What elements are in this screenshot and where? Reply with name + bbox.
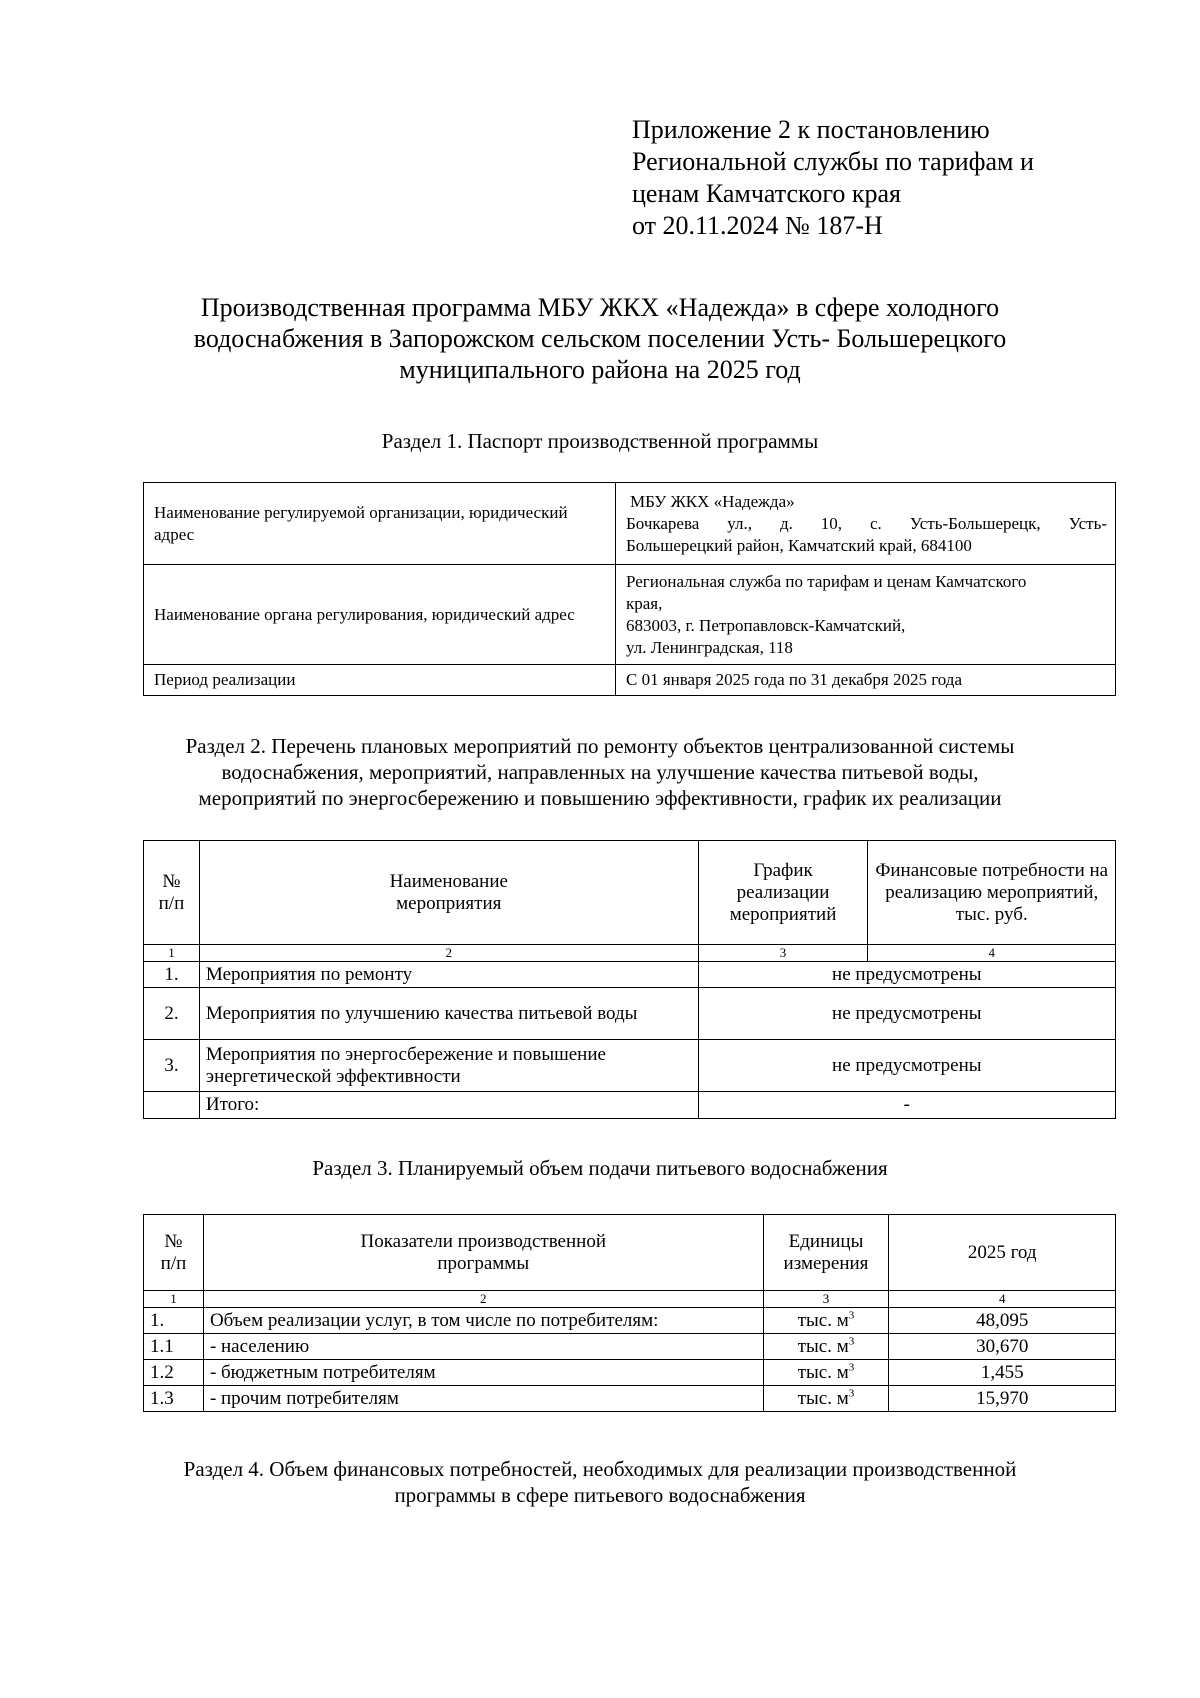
table-row xyxy=(144,1386,1116,1412)
row-unit xyxy=(763,1386,889,1412)
row-unit xyxy=(763,1308,889,1334)
row-name: Мероприятия по улучшению качества питьевой воды xyxy=(199,988,698,1040)
passport-value-line: края, xyxy=(626,593,663,613)
row-num: 1.2 xyxy=(144,1360,204,1386)
passport-value-line: С 01 января 2025 года по 31 декабря 2025 года xyxy=(626,670,962,689)
row-value: не предусмотрены xyxy=(698,988,1115,1040)
table-row xyxy=(144,1360,1116,1386)
col-index: 2 xyxy=(199,945,698,962)
volume-header-row xyxy=(144,1215,1116,1291)
title-line: муниципального района на 2025 год xyxy=(399,355,801,384)
passport-value-line: Большерецкий район, Камчатский край, 684100 xyxy=(626,535,972,555)
section2-heading-line: Раздел 2. Перечень плановых мероприятий по ремонту объектов централизованной системы xyxy=(185,734,1015,758)
row-num: 3. xyxy=(144,1040,200,1092)
header-schedule: График реализации мероприятий xyxy=(698,841,868,945)
unit-sup: 3 xyxy=(848,1309,855,1322)
unit-text: тыс. м xyxy=(797,1335,849,1357)
row-num: 2. xyxy=(144,988,200,1040)
section3-heading xyxy=(130,1155,1070,1181)
document-title xyxy=(140,292,1060,385)
total-row xyxy=(144,1092,1116,1119)
events-table xyxy=(143,840,1116,1119)
appendix-line: Приложение 2 к постановлению xyxy=(632,115,990,144)
passport-label: Период реализации xyxy=(144,665,616,696)
title-line: Производственная программа МБУ ЖКХ «Надежда» в сфере холодного xyxy=(200,293,1000,322)
column-index-row xyxy=(144,945,1116,962)
row-name: Мероприятия по энергосбережение и повышение энергетической эффективности xyxy=(199,1040,698,1092)
row-value: не предусмотрены xyxy=(698,962,1115,988)
header-finance: Финансовые потребности на реализацию мероприятий, тыс. руб. xyxy=(868,841,1116,945)
unit-text: тыс. м xyxy=(797,1361,849,1383)
section4-heading-line: программы в сфере питьевого водоснабжения xyxy=(394,1483,806,1507)
section1-heading xyxy=(130,428,1070,454)
row-unit xyxy=(763,1334,889,1360)
row-num xyxy=(144,1092,200,1119)
passport-value-line: МБУ ЖКХ «Надежда» xyxy=(630,491,795,511)
header-name: Наименование мероприятия xyxy=(199,841,698,945)
passport-row xyxy=(144,665,1116,696)
header-num: № п/п xyxy=(144,1215,204,1291)
row-value: 48,095 xyxy=(889,1308,1116,1334)
row-value: 15,970 xyxy=(889,1386,1116,1412)
row-name: Объем реализации услуг, в том числе по потребителям: xyxy=(203,1308,763,1334)
volume-table xyxy=(143,1214,1116,1412)
section3-heading-text: Раздел 3. Планируемый объем подачи питьевого водоснабжения xyxy=(312,1156,888,1180)
col-index: 1 xyxy=(144,945,200,962)
section4-heading xyxy=(130,1456,1070,1508)
row-name: Мероприятия по ремонту xyxy=(199,962,698,988)
row-num: 1.1 xyxy=(144,1334,204,1360)
row-num: 1. xyxy=(144,1308,204,1334)
passport-value-line: ул. Ленинградская, 118 xyxy=(626,637,793,657)
header-year: 2025 год xyxy=(889,1215,1116,1291)
section2-heading-line: водоснабжения, мероприятий, направленных на улучшение качества питьевой воды, xyxy=(221,760,979,784)
row-name: - бюджетным потребителям xyxy=(203,1360,763,1386)
col-index: 3 xyxy=(698,945,868,962)
events-header-row xyxy=(144,841,1116,945)
unit-text: тыс. м xyxy=(797,1387,849,1409)
row-name: - населению xyxy=(203,1334,763,1360)
header-num: № п/п xyxy=(144,841,200,945)
header-units: Единицы измерения xyxy=(763,1215,889,1291)
row-num: 1.3 xyxy=(144,1386,204,1412)
passport-table xyxy=(143,482,1116,696)
passport-label: Наименование органа регулирования, юридический адрес xyxy=(144,565,616,665)
passport-value xyxy=(616,665,1116,696)
column-index-row xyxy=(144,1291,1116,1308)
passport-value xyxy=(616,565,1116,665)
unit-text: тыс. м xyxy=(797,1309,849,1331)
table-row xyxy=(144,962,1116,988)
section4-heading-line: Раздел 4. Объем финансовых потребностей, необходимых для реализации производственной xyxy=(183,1457,1017,1481)
row-value: 1,455 xyxy=(889,1360,1116,1386)
row-value: не предусмотрены xyxy=(698,1040,1115,1092)
col-index: 2 xyxy=(203,1291,763,1308)
appendix-line: от 20.11.2024 № 187-Н xyxy=(632,211,883,240)
table-row xyxy=(144,988,1116,1040)
header-indicator: Показатели производственной программы xyxy=(203,1215,763,1291)
table-row xyxy=(144,1308,1116,1334)
row-value: 30,670 xyxy=(889,1334,1116,1360)
unit-sup: 3 xyxy=(848,1361,855,1374)
unit-sup: 3 xyxy=(848,1335,855,1348)
section2-heading-line: мероприятий по энергосбережению и повышению эффективности, график их реализации xyxy=(198,786,1002,810)
section2-heading xyxy=(130,733,1070,811)
appendix-line: Региональной службы по тарифам и xyxy=(632,147,1034,176)
passport-value-line: 683003, г. Петропавловск-Камчатский, xyxy=(626,615,906,635)
total-value: - xyxy=(698,1092,1115,1119)
passport-value xyxy=(616,483,1116,565)
col-index: 4 xyxy=(868,945,1116,962)
appendix-header xyxy=(632,114,1152,242)
passport-row xyxy=(144,565,1116,665)
passport-value-line: Региональная служба по тарифам и ценам Камчатского xyxy=(626,571,1027,591)
total-label: Итого: xyxy=(199,1092,698,1119)
title-line: водоснабжения в Запорожском сельском поселении Усть- Большерецкого xyxy=(193,324,1007,353)
section1-heading-text: Раздел 1. Паспорт производственной программы xyxy=(381,429,819,453)
table-row xyxy=(144,1334,1116,1360)
passport-label: Наименование регулируемой организации, юридический адрес xyxy=(144,483,616,565)
unit-sup: 3 xyxy=(848,1387,855,1400)
passport-row xyxy=(144,483,1116,565)
passport-value-line: Бочкарева ул., д. 10, с. Усть-Большерецк, Усть- xyxy=(626,513,1107,533)
table-row xyxy=(144,1040,1116,1092)
row-unit xyxy=(763,1360,889,1386)
appendix-line: ценам Камчатского края xyxy=(632,179,901,208)
row-name: - прочим потребителям xyxy=(203,1386,763,1412)
col-index: 4 xyxy=(889,1291,1116,1308)
row-num: 1. xyxy=(144,962,200,988)
col-index: 1 xyxy=(144,1291,204,1308)
col-index: 3 xyxy=(763,1291,889,1308)
